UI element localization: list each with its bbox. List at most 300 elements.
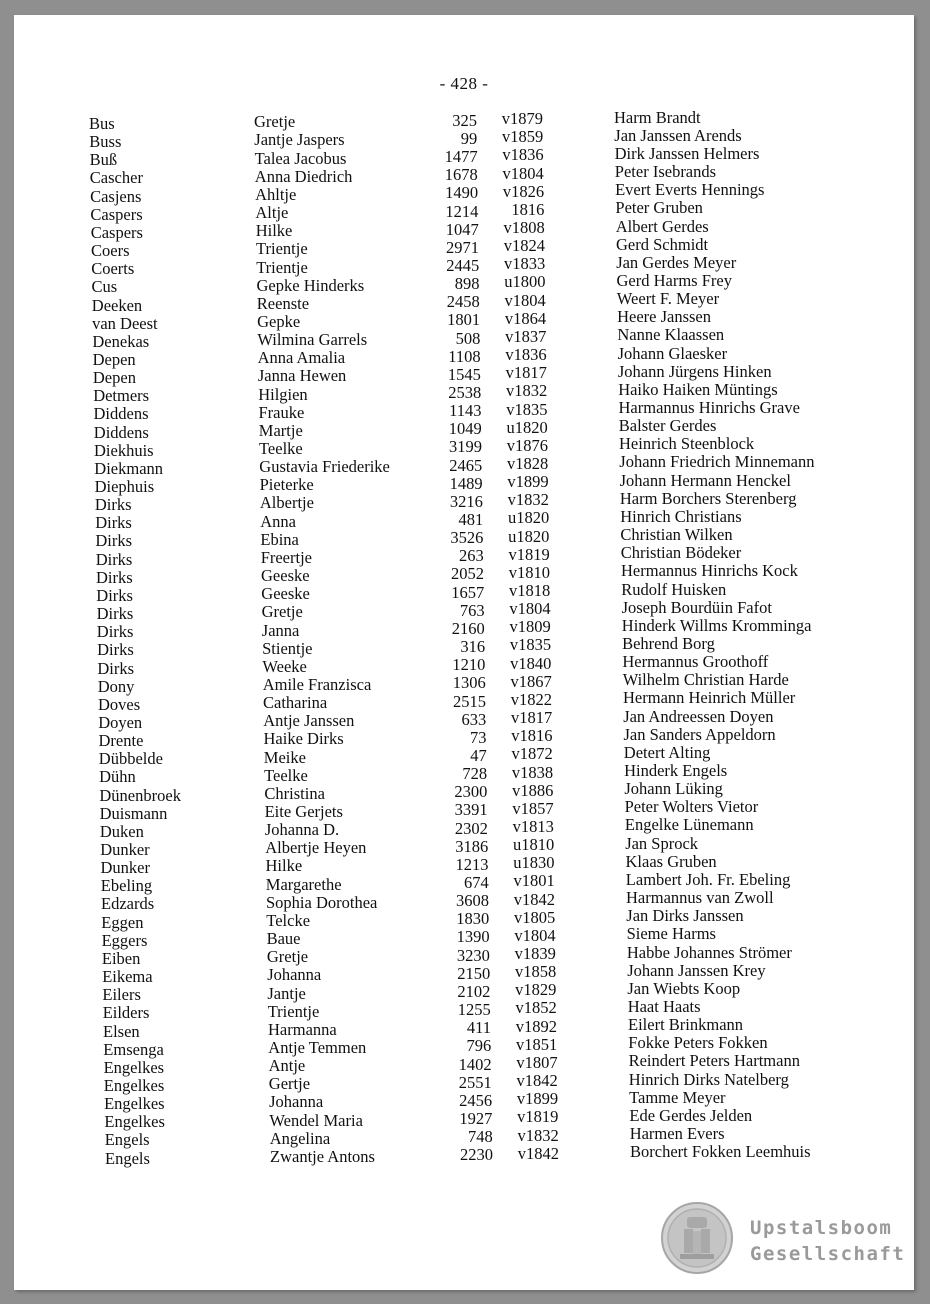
row-spouse: Hinrich Dirks Natelberg xyxy=(628,1069,789,1089)
row-year: v1813 xyxy=(512,816,554,836)
row-surname: Eilders xyxy=(102,1003,150,1023)
row-spouse: Johann Glaesker xyxy=(617,343,728,363)
table-row xyxy=(100,869,901,896)
row-number: 3230 xyxy=(456,945,490,965)
row-spouse: Harm Borchers Sterenberg xyxy=(619,488,797,508)
table-row xyxy=(101,888,901,914)
row-given-name: Zwantje Antons xyxy=(270,1146,375,1166)
row-year: v1824 xyxy=(503,236,545,256)
row-surname: Engelkes xyxy=(103,1057,165,1077)
row-year: v1837 xyxy=(505,326,547,346)
row-number: 2971 xyxy=(446,237,479,257)
row-number: 898 xyxy=(454,274,480,294)
row-surname: Dirks xyxy=(96,585,133,605)
row-number: 47 xyxy=(470,746,487,766)
row-surname: Engelkes xyxy=(104,1094,165,1114)
row-number: 1255 xyxy=(457,1000,491,1020)
row-spouse: Haiko Haiken Müntings xyxy=(618,379,778,399)
table-row xyxy=(96,615,897,642)
row-year: v1805 xyxy=(514,907,556,927)
row-spouse: Tamme Meyer xyxy=(629,1087,726,1107)
row-year: v1816 xyxy=(511,726,553,746)
row-number: 1213 xyxy=(455,854,489,874)
row-given-name: Catharina xyxy=(263,693,328,713)
row-number: 3608 xyxy=(456,891,489,911)
table-row xyxy=(91,252,891,279)
row-spouse: Jan Andreessen Doyen xyxy=(623,706,774,726)
logo-text-line1: Upstalsboom xyxy=(750,1217,893,1239)
row-number: 1477 xyxy=(444,147,478,167)
row-year: u1820 xyxy=(506,417,548,437)
row-surname: Doyen xyxy=(98,712,143,732)
row-given-name: Christina xyxy=(264,783,325,803)
table-row xyxy=(97,633,897,660)
row-year: v1822 xyxy=(510,689,552,709)
row-number: 3526 xyxy=(450,528,484,548)
row-year: v1804 xyxy=(504,290,546,310)
row-year: v1836 xyxy=(505,345,547,365)
row-spouse: Heere Janssen xyxy=(617,307,712,327)
table-row xyxy=(95,525,895,551)
upstalsboom-logo xyxy=(660,1201,906,1277)
row-year: v1859 xyxy=(502,127,544,147)
row-given-name: Gretje xyxy=(266,947,309,967)
row-number: 2456 xyxy=(459,1090,493,1110)
row-number: 263 xyxy=(458,546,484,566)
table-row xyxy=(104,1087,904,1114)
row-year: v1838 xyxy=(511,762,554,782)
row-surname: Dübbelde xyxy=(98,749,163,769)
row-year: v1839 xyxy=(514,944,556,964)
row-spouse: Ede Gerdes Jelden xyxy=(629,1105,753,1125)
row-year: v1828 xyxy=(507,453,549,473)
table-row xyxy=(97,652,897,678)
row-spouse: Habbe Johannes Strömer xyxy=(626,942,792,962)
table-row xyxy=(99,779,899,805)
row-spouse: Balster Gerdes xyxy=(618,416,717,436)
row-given-name: Amile Franzisca xyxy=(262,674,372,694)
row-given-name: Hilke xyxy=(265,856,303,876)
row-spouse: Harmannus van Zwoll xyxy=(626,888,774,907)
row-surname: Detmers xyxy=(93,386,150,406)
table-row xyxy=(101,906,901,932)
row-surname: Caspers xyxy=(90,222,143,242)
row-surname: Dirks xyxy=(96,567,133,587)
row-surname: Buß xyxy=(89,150,118,170)
row-number: 1801 xyxy=(447,310,481,330)
row-given-name: Trientje xyxy=(256,257,308,277)
row-year: v1810 xyxy=(508,562,550,582)
row-given-name: Ahltje xyxy=(255,184,297,204)
table-row xyxy=(95,543,896,569)
row-given-name: Pieterke xyxy=(259,475,314,495)
row-number: 1489 xyxy=(449,473,483,493)
row-given-name: Eite Gerjets xyxy=(264,802,343,822)
row-year: v1832 xyxy=(505,381,548,401)
row-given-name: Gretje xyxy=(254,112,296,132)
row-spouse: Borchert Fokken Leemhuis xyxy=(630,1142,811,1162)
table-row xyxy=(89,162,890,188)
row-spouse: Christian Bödeker xyxy=(620,543,742,563)
row-number: 99 xyxy=(460,128,478,148)
row-given-name: Janna xyxy=(261,620,300,640)
row-given-name: Talea Jacobus xyxy=(254,148,347,168)
row-spouse: Gerd Schmidt xyxy=(616,234,709,254)
row-surname: Engelkes xyxy=(103,1075,165,1095)
row-number: 1830 xyxy=(456,909,490,929)
row-surname: Ebeling xyxy=(100,876,153,896)
row-year: v1826 xyxy=(502,181,545,201)
row-surname: Duken xyxy=(99,821,144,841)
row-number: 1108 xyxy=(448,346,481,366)
row-year: v1804 xyxy=(514,925,556,945)
row-given-name: Trientje xyxy=(267,1001,320,1021)
row-year: u1810 xyxy=(512,835,555,855)
row-year: v1892 xyxy=(515,1016,557,1036)
row-year: v1817 xyxy=(510,708,553,728)
table-row xyxy=(102,960,902,986)
row-given-name: Wilmina Garrels xyxy=(257,330,368,350)
row-year: v1804 xyxy=(509,599,551,619)
row-number: 2458 xyxy=(446,292,480,312)
row-year: v1858 xyxy=(514,962,557,982)
row-spouse: Fokke Peters Fokken xyxy=(628,1033,768,1053)
row-year: v1801 xyxy=(513,871,555,891)
row-given-name: Antje Temmen xyxy=(268,1037,367,1057)
row-spouse: Joseph Bourdüin Fafot xyxy=(621,597,772,617)
row-spouse: Jan Gerdes Meyer xyxy=(616,252,737,272)
row-number: 796 xyxy=(466,1036,492,1056)
row-given-name: Geeske xyxy=(261,584,310,604)
row-given-name: Johanna D. xyxy=(264,820,340,840)
row-spouse: Hinrich Christians xyxy=(620,506,742,526)
row-given-name: Gertje xyxy=(268,1074,311,1094)
table-row xyxy=(99,797,900,823)
row-number: 2515 xyxy=(453,691,486,711)
row-given-name: Harmanna xyxy=(268,1019,337,1039)
row-surname: Dunker xyxy=(100,858,150,878)
row-year: v1819 xyxy=(508,544,550,564)
row-given-name: Anna xyxy=(260,511,296,531)
row-given-name: Sophia Dorothea xyxy=(266,892,378,912)
row-spouse: Johann Janssen Krey xyxy=(627,960,766,980)
row-given-name: Margarethe xyxy=(265,874,342,894)
row-given-name: Teelke xyxy=(264,765,308,785)
row-spouse: Nanne Klaassen xyxy=(617,325,725,345)
row-surname: Coers xyxy=(91,241,130,260)
row-spouse: Detert Alting xyxy=(623,742,711,762)
row-year: v1876 xyxy=(506,435,548,455)
row-surname: Coerts xyxy=(91,259,135,279)
row-surname: Drente xyxy=(98,731,144,751)
row-year: v1818 xyxy=(509,581,551,601)
row-given-name: Anna Diedrich xyxy=(254,166,353,186)
row-given-name: Altje xyxy=(255,203,289,223)
row-number: 674 xyxy=(464,873,489,893)
row-number: 728 xyxy=(462,764,488,784)
row-given-name: Antje xyxy=(268,1056,306,1076)
row-spouse: Gerd Harms Frey xyxy=(616,270,732,290)
table-row xyxy=(92,325,892,351)
row-surname: Eikema xyxy=(102,967,153,986)
row-surname: Deeken xyxy=(91,295,143,315)
row-spouse: Jan Dirks Janssen xyxy=(626,906,744,926)
table-row xyxy=(104,1105,904,1132)
row-year: v1817 xyxy=(505,363,547,383)
row-number: 1490 xyxy=(445,183,479,203)
table-row xyxy=(96,579,896,605)
table-row xyxy=(92,307,892,333)
row-number: 508 xyxy=(455,328,481,348)
table-row xyxy=(89,143,890,170)
row-number: 3199 xyxy=(449,437,482,457)
logo-text-line2: Gesellschaft xyxy=(750,1243,906,1265)
row-number: 763 xyxy=(459,600,485,620)
row-surname: Diephuis xyxy=(94,477,155,496)
table-row xyxy=(90,180,890,206)
row-number: 1047 xyxy=(445,219,479,239)
row-year: v1829 xyxy=(515,980,557,1000)
row-number: 3186 xyxy=(455,836,489,856)
row-surname: Caspers xyxy=(90,204,143,224)
row-surname: Depen xyxy=(92,368,136,388)
table-row xyxy=(90,216,891,242)
row-number: 3216 xyxy=(449,491,483,511)
row-year: v1835 xyxy=(509,635,552,655)
row-number: 3391 xyxy=(454,800,488,820)
row-surname: Engelkes xyxy=(104,1112,165,1132)
row-year: v1819 xyxy=(517,1107,559,1127)
row-surname: Eilers xyxy=(102,985,141,1005)
table-row xyxy=(98,742,899,769)
row-surname: Depen xyxy=(92,349,136,369)
row-spouse: Harm Brandt xyxy=(614,107,701,127)
row-number: 1545 xyxy=(447,364,481,384)
table-row xyxy=(102,996,903,1023)
row-given-name: Anna Amalia xyxy=(257,348,346,368)
table-row xyxy=(96,561,896,587)
table-row xyxy=(94,434,894,460)
row-spouse: Sieme Harms xyxy=(626,924,716,944)
row-surname: Dühn xyxy=(99,767,136,787)
row-number: 633 xyxy=(461,709,487,729)
row-year: v1879 xyxy=(501,109,543,129)
row-number: 1143 xyxy=(449,401,482,421)
row-surname: Elsen xyxy=(103,1021,140,1041)
row-year: v1832 xyxy=(517,1125,559,1145)
table-row xyxy=(93,416,894,442)
row-year: v1842 xyxy=(517,1143,559,1163)
row-number: 1210 xyxy=(452,655,486,675)
row-spouse: Johann Friedrich Minnemann xyxy=(619,452,815,472)
table-row xyxy=(101,942,902,968)
table-row xyxy=(103,1051,904,1077)
row-given-name: Ebina xyxy=(260,529,299,549)
row-given-name: Albertje xyxy=(259,493,314,513)
row-surname: Dirks xyxy=(97,640,134,660)
row-surname: Diekmann xyxy=(94,458,164,478)
row-year: v1872 xyxy=(511,744,553,764)
row-surname: Diekhuis xyxy=(94,440,154,460)
row-spouse: Engelke Lünemann xyxy=(624,815,754,835)
row-number: 2300 xyxy=(454,782,488,802)
row-number: 2551 xyxy=(458,1072,492,1092)
row-given-name: Gustavia Friederike xyxy=(259,457,390,477)
row-spouse: Hinderk Engels xyxy=(624,761,728,780)
row-surname: Engels xyxy=(105,1148,150,1168)
row-year: v1842 xyxy=(513,889,555,909)
table-row xyxy=(96,597,897,623)
row-spouse: Jan Sanders Appeldorn xyxy=(623,724,776,744)
row-spouse: Johann Lüking xyxy=(624,779,723,799)
row-surname: Buss xyxy=(89,132,122,152)
row-spouse: Heinrich Steenblock xyxy=(619,434,755,454)
row-spouse: Haat Haats xyxy=(627,996,701,1016)
row-surname: Dony xyxy=(97,676,135,696)
table-row xyxy=(89,107,889,133)
row-given-name: Haike Dirks xyxy=(263,729,344,749)
table-row xyxy=(93,398,894,424)
row-number: 1390 xyxy=(456,927,490,947)
row-surname: Duismann xyxy=(99,803,168,823)
seal-icon xyxy=(660,1201,734,1275)
row-number: 316 xyxy=(460,637,486,657)
row-year: v1836 xyxy=(502,145,544,165)
row-given-name: Janna Hewen xyxy=(257,366,347,386)
row-surname: Denekas xyxy=(92,331,150,351)
row-spouse: Dirk Janssen Helmers xyxy=(614,143,760,163)
table-row xyxy=(101,924,902,950)
table-row xyxy=(92,361,893,388)
row-surname: Emsenga xyxy=(103,1039,164,1059)
table-row xyxy=(98,724,899,751)
row-number: 1927 xyxy=(459,1108,493,1128)
row-year: u1830 xyxy=(513,853,555,873)
row-given-name: Telcke xyxy=(266,910,311,930)
table-row xyxy=(91,289,892,315)
table-row xyxy=(104,1124,905,1150)
row-number: 1049 xyxy=(448,419,482,439)
row-given-name: Gretje xyxy=(261,602,303,622)
table-row xyxy=(100,851,901,878)
row-spouse: Hermann Heinrich Müller xyxy=(623,688,796,708)
row-surname: Diddens xyxy=(93,422,149,442)
table-row xyxy=(100,833,900,859)
row-spouse: Behrend Borg xyxy=(622,633,715,653)
row-year: v1851 xyxy=(516,1034,558,1054)
table-row xyxy=(103,1015,903,1041)
page-number: - 428 - xyxy=(439,74,489,93)
row-surname: van Deest xyxy=(92,313,158,333)
row-spouse: Peter Gruben xyxy=(615,198,703,218)
row-given-name: Hilke xyxy=(255,221,293,241)
table-row xyxy=(95,506,895,533)
row-surname: Eggers xyxy=(101,930,148,950)
row-surname: Eiben xyxy=(101,948,141,968)
table-row xyxy=(93,379,893,406)
row-spouse: Jan Janssen Arends xyxy=(614,125,742,145)
row-number: 325 xyxy=(452,110,477,130)
row-surname: Dirks xyxy=(97,658,135,678)
row-surname: Dirks xyxy=(95,531,133,551)
row-spouse: Christian Wilken xyxy=(620,525,733,544)
row-spouse: Hermannus Hinrichs Kock xyxy=(621,561,798,581)
row-given-name: Geeske xyxy=(261,566,310,586)
row-spouse: Wilhelm Christian Harde xyxy=(622,670,789,690)
row-spouse: Hinderk Willms Kromminga xyxy=(621,615,812,635)
row-surname: Diddens xyxy=(93,404,149,424)
row-number: 2465 xyxy=(449,455,483,475)
row-spouse: Harmannus Hinrichs Grave xyxy=(618,398,800,417)
row-year: v1833 xyxy=(503,254,546,274)
row-spouse: Albert Gerdes xyxy=(615,216,709,236)
row-given-name: Gepke Hinderks xyxy=(256,275,365,295)
row-surname: Dirks xyxy=(96,622,134,642)
table-row xyxy=(102,978,902,1005)
row-spouse: Johann Hermann Henckel xyxy=(619,470,791,490)
row-spouse: Evert Everts Hennings xyxy=(615,180,765,200)
row-given-name: Freertje xyxy=(260,547,312,567)
row-spouse: Harmen Evers xyxy=(629,1124,725,1143)
row-surname: Bus xyxy=(89,114,115,133)
row-given-name: Johanna xyxy=(267,965,322,985)
table-row xyxy=(94,470,895,496)
table-row xyxy=(98,706,898,732)
row-year: v1864 xyxy=(504,308,547,328)
table-row xyxy=(97,670,898,696)
row-given-name: Stientje xyxy=(262,638,313,658)
row-surname: Dirks xyxy=(96,604,134,623)
row-given-name: Baue xyxy=(266,929,301,949)
row-year: v1840 xyxy=(510,653,552,673)
row-spouse: Lambert Joh. Fr. Ebeling xyxy=(625,869,791,889)
row-spouse: Eilert Brinkmann xyxy=(628,1015,744,1035)
row-given-name: Teelke xyxy=(259,439,303,459)
table-row xyxy=(89,125,889,152)
row-surname: Dirks xyxy=(95,549,133,569)
row-surname: Dirks xyxy=(94,495,132,515)
table-row xyxy=(105,1142,905,1168)
row-spouse: Peter Isebrands xyxy=(614,162,717,181)
row-number: 2102 xyxy=(457,981,491,1001)
row-number: 2538 xyxy=(448,383,482,403)
row-given-name: Albertje Heyen xyxy=(265,838,367,858)
table-row xyxy=(103,1069,904,1095)
row-given-name: Martje xyxy=(258,420,303,440)
row-year: v1804 xyxy=(502,163,544,183)
row-given-name: Antje Janssen xyxy=(263,711,355,731)
row-spouse: Peter Wolters Vietor xyxy=(624,797,759,817)
row-given-name: Jantje xyxy=(267,983,306,1003)
row-given-name: Frauke xyxy=(258,402,305,422)
row-spouse: Johann Jürgens Hinken xyxy=(617,361,772,381)
table-row xyxy=(103,1033,903,1059)
row-number: 2302 xyxy=(454,818,488,838)
row-surname: Doves xyxy=(98,694,141,714)
row-number: 1214 xyxy=(445,201,479,221)
row-surname: Eggen xyxy=(101,912,144,932)
row-given-name: Meike xyxy=(263,747,306,767)
row-year: u1820 xyxy=(507,508,550,528)
row-number: 73 xyxy=(470,727,487,747)
document-page xyxy=(14,15,914,1290)
row-spouse: Rudolf Huisken xyxy=(621,579,727,599)
row-year: v1832 xyxy=(507,490,549,510)
row-surname: Engels xyxy=(104,1130,150,1150)
row-spouse: Hermannus Groothoff xyxy=(622,652,769,672)
row-number: 1306 xyxy=(452,673,486,693)
row-number: 411 xyxy=(466,1018,491,1038)
